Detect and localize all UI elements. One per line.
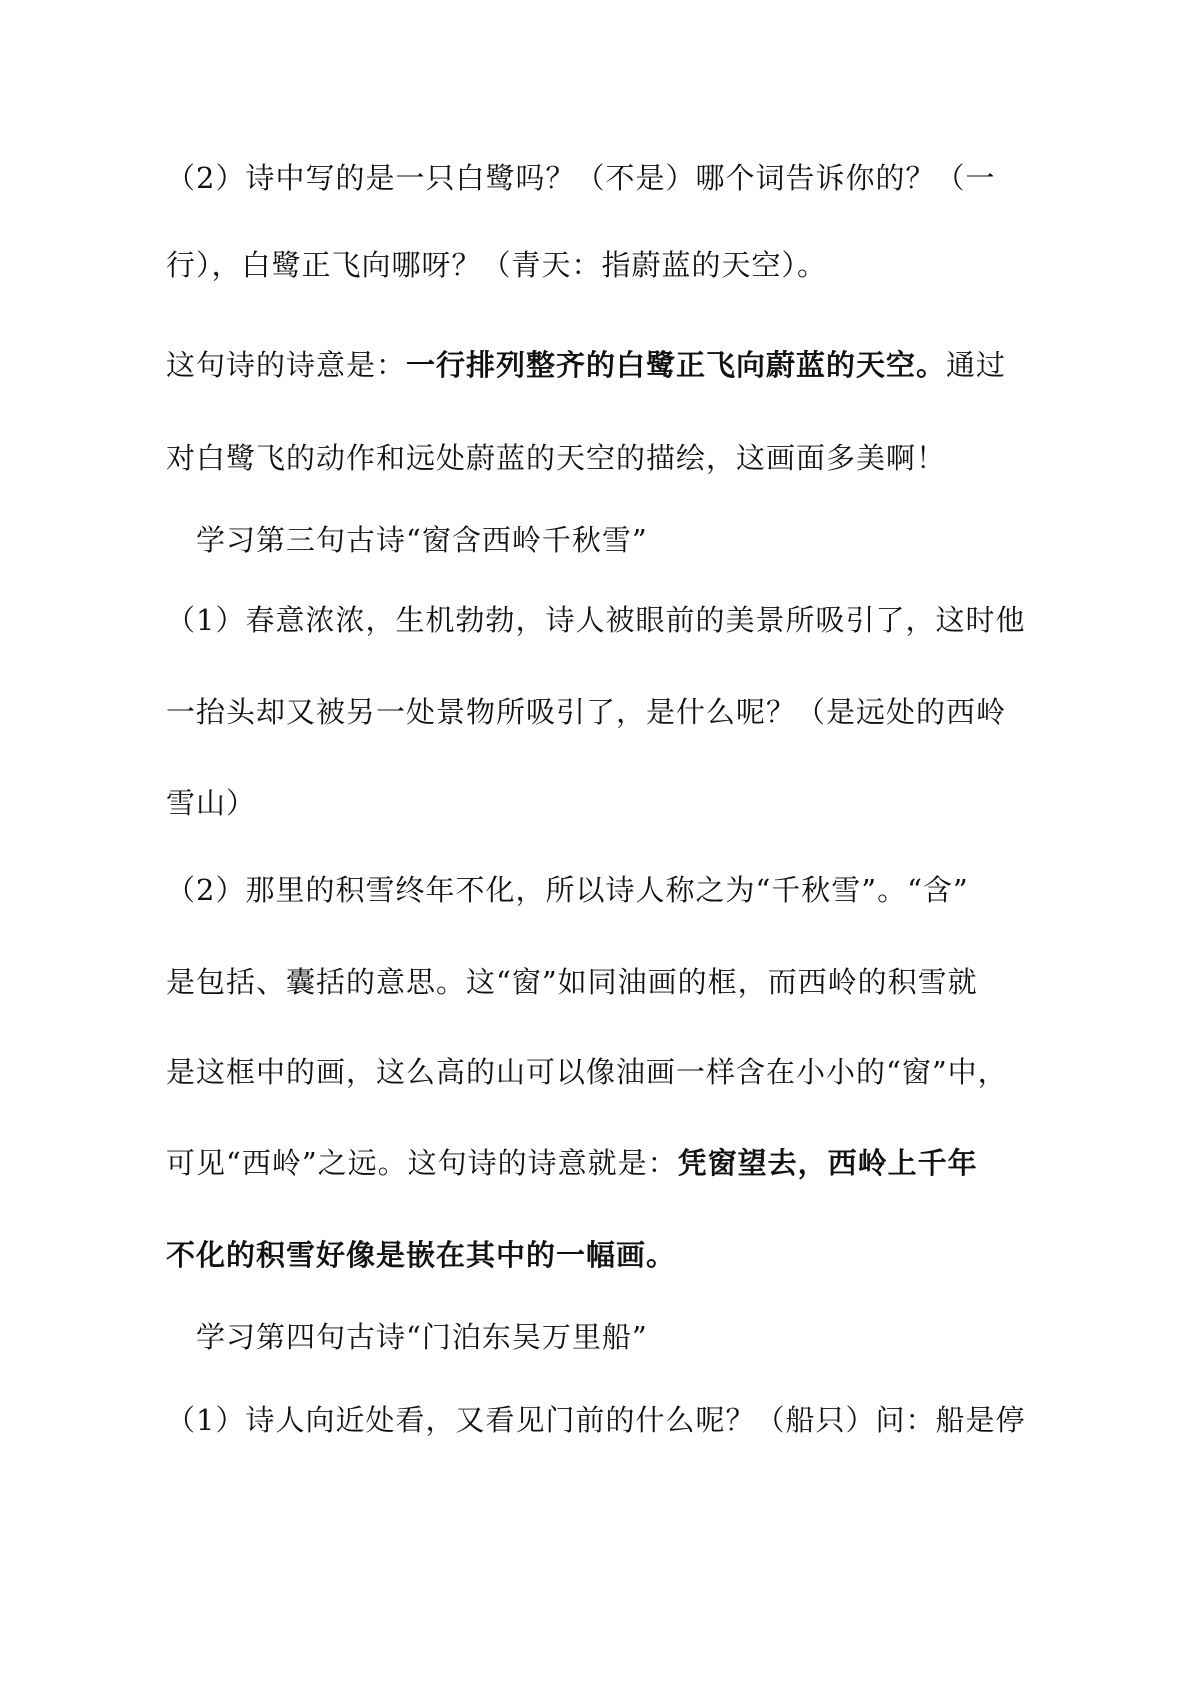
paragraph-line-15: （1）诗人向近处看，又看见门前的什么呢？（船只）问：船是停 bbox=[166, 1403, 1026, 1437]
section-heading-fourth-line: 学习第四句古诗“门泊东吴万里船” bbox=[196, 1320, 648, 1354]
paragraph-line-2: 行），白鹭正飞向哪呀？（青天：指蔚蓝的天空）。 bbox=[166, 248, 828, 282]
plain-text: 通过 bbox=[946, 348, 1007, 382]
paragraph-line-11: 是这框中的画，这么高的山可以像油画一样含在小小的“窗”中， bbox=[166, 1055, 1008, 1089]
paragraph-line-8: 雪山） bbox=[166, 786, 257, 820]
paragraph-line-6: （1）春意浓浓，生机勃勃，诗人被眼前的美景所吸引了，这时他 bbox=[166, 603, 1026, 637]
paragraph-line-10: 是包括、囊括的意思。这“窗”如同油画的框，而西岭的积雪就 bbox=[166, 965, 978, 999]
paragraph-line-13: 不化的积雪好像是嵌在其中的一幅画。 bbox=[166, 1238, 677, 1272]
section-heading-third-line: 学习第三句古诗“窗含西岭千秋雪” bbox=[196, 523, 648, 557]
bold-text: 一行排列整齐的白鹭正飞向蔚蓝的天空。 bbox=[406, 348, 947, 382]
plain-text: 这句诗的诗意是： bbox=[166, 348, 407, 382]
paragraph-line-3 bbox=[166, 345, 1046, 385]
paragraph-line-12 bbox=[166, 1143, 1046, 1183]
paragraph-line-9: （2）那里的积雪终年不化，所以诗人称之为“千秋雪”。“含” bbox=[166, 873, 969, 907]
paragraph-line-1: （2）诗中写的是一只白鹭吗？（不是）哪个词告诉你的？（一 bbox=[166, 161, 996, 195]
paragraph-line-4: 对白鹭飞的动作和远处蔚蓝的天空的描绘，这画面多美啊！ bbox=[166, 441, 947, 475]
plain-text: 可见“西岭”之远。这句诗的诗意就是： bbox=[166, 1146, 678, 1180]
paragraph-line-7: 一抬头却又被另一处景物所吸引了，是什么呢？（是远处的西岭 bbox=[166, 695, 1007, 729]
bold-text: 凭窗望去，西岭上千年 bbox=[677, 1146, 978, 1180]
